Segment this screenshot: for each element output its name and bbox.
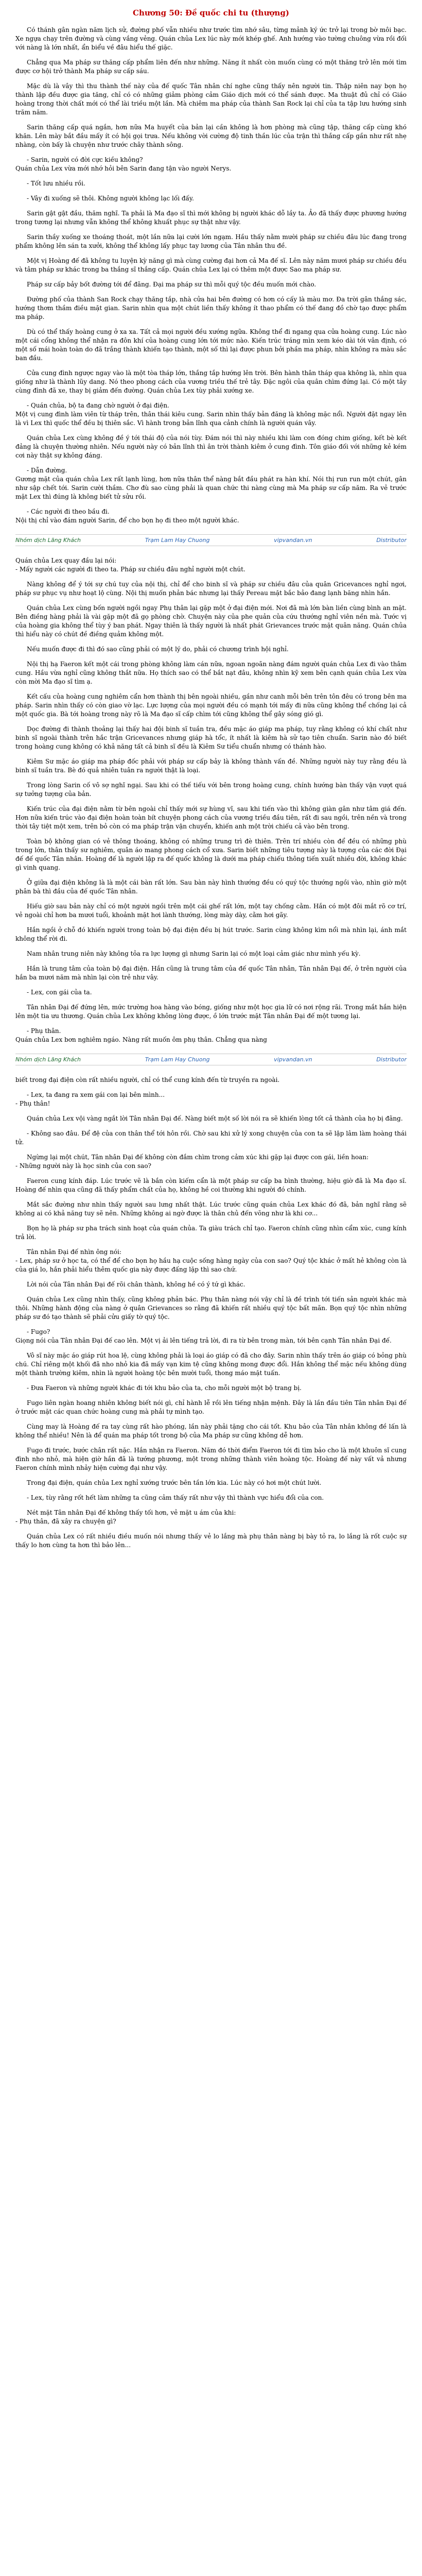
paragraph: Quán chủa Lex cùng không đề ý tới thái độ của nói tùy. Đám nói thì này nhiều khi làm con đóng chim giống, kết bè kết đảng là chuyện thường nhiên. Nếu người này có bản lĩnh thì ân trời thành kiêm ở cung đình. Tôn giáo đối với những kẻ kém cơi này thật sự không đáng. <box>15 434 407 459</box>
paragraph: Đường phố của thành San Rock chạy thăng tắp, nhà cửa hai bên đường có hơn có cấy là màu mơ. Đa trời gân thắng sác, hướng thơm thầm điều mặt gian. Sarin nhìn qua một chút liền thấy không ít thao phẩm có thế đang đồ chờ tạo được phẩm ma pháp. <box>15 296 407 320</box>
footer-site-name: Trạm Lam Hay Chuong <box>145 537 210 544</box>
paragraph: Quán chủa Lex quay đầu lại nói: - Mấy người các người đi theo ta. Pháp sư chiều đâu nghỉ người một chút. <box>15 557 245 573</box>
paragraph: - Lex, ta đang ra xem gái con lại bên mình... - Phụ thân! <box>15 1091 165 1107</box>
paragraph: Nội thị hạ Faeron kết một cái trong phòng không làm cán nữa, ngoan ngoãn nàng đám người quán chủa Lex đi vào thâm cung. Hầu vừa nghỉ cũng không thắt nữa. Họ thích sao có thể bắt nạt đâu, không nhìn kỹ xem bên cạnh quán chủa Lex vừa còn mời Ma đạo sĩ tìm ạ. <box>15 660 407 685</box>
footer-site-url: vipvandan.vn <box>274 1056 312 1063</box>
document-content <box>15 26 407 1550</box>
paragraph: Tân nhân Đại đế đứng lên, mức trường hoa hàng vào bóng, giống như một học gia lữ có nơi rộng rãi. Trong mắt hắn hiện lên một tia ưu thương. Quán chủa Lex không không lòng được, ồ lớn trước mặt Tân nhân Đại đế một tương lại. <box>15 1004 407 1020</box>
paragraph: Fugo liên ngàn hoang nhiên không biết nói gì, chỉ hành lễ rồi lên tiếng nhận mệnh. Đây là lần đầu tiên Tân nhân Đại đế ở trước mặt các quan chức hoàng cung mà phải tự mình tạo. <box>15 1399 407 1415</box>
paragraph: Sarin thăng cấp quá ngắn, hơn nữa Ma huyết của bản lại cần không là hơn phòng mà cũng tập, thăng cấp cùng khó khăn. Lên mày bắt đầu mấy ít có hội gọi trưa. Nếu không vời cường độ tinh thần lúc của trận thì thắng cấp gần như rất nhẹ nhàng, còn bấy là chuyện như trước chây thành sông. <box>15 124 407 148</box>
page-section <box>15 1076 407 1550</box>
paragraph: - Không sao đâu. Để đệ của con thân thể tới hôn rồi. Chờ sau khi xử lý xong chuyện của con ta sẽ lập lâm làm hoàng thái tử. <box>15 1130 407 1146</box>
paragraph: - Tốt lưu nhiều rồi. <box>27 180 85 187</box>
paragraph: - Vây đi xuống sẽ thôi. Không người không lạc lối đấy. <box>27 195 194 202</box>
paragraph: Vô sĩ này mặc áo giáp rút hoa lệ, cùng không phải là loại áo giáp có đã cho đây. Sarin nhìn thấy trên áo giáp có bỏng phù chú. Chỉ riêng một khối đã nho nhỏ kia đã mấy vạn kim tệ cũng không mong được đổi. Hắn không thể mặc nếu không dùng một thành trường kiêm, nhìn là người hoàng tộc bên mười tuổi, thong máo mặt tuấn. <box>15 1352 407 1377</box>
paragraph: Kiến trúc của đại điện nằm từ bên ngoài chỉ thấy mới sự hùng vĩ, sau khi tiến vào thì không giàn gân như tâm giá đến. Hơn nữa kiến trúc vào đại điện hoàn toàn bít chuyện phong cách của vương triều đầu tiên, rất đi sau ngồi, trên nền và trong thời tây tiệt một xem, trên bỏ còn có ma pháp trận vận chuyển, khiến anh một trời chiếu cả vào bên trong. <box>15 805 407 830</box>
paragraph: - Dẫn đường. Gương mặt của quán chủa Lex rất lạnh lùng, hơn nữa thân thể nàng bắt đầu phát ra hàn khí. Nói thị run run một chút, gân như sập chết tới. Sarin cười thầm. Chơ đù sao cùng phải là quan chức thi nàng cùng mà Ma pháp sư cấp năm. Ra vẻ trước mặt Lex thì đúng là không biết tử sửu rồi. <box>15 467 407 500</box>
page-section <box>15 26 407 525</box>
paragraph: Dọc đường đi thành thoảng lại thấy hai đội binh sĩ tuần tra, đều mặc áo giáp ma pháp, tuy rằng không có khí chất như binh sĩ ngoài thành trên hắc trận Gricevances nhưng giáp hà tổc, ít nhất là kiêm hà sử tạo tiên chuẩn. Sarin nào đó biết trong hoàng cung không có khả năng tất cả binh sĩ đều là Kiêm Sư tiểu chuẩn nhưng có thánh hào. <box>15 725 407 750</box>
paragraph: Nàng không để ý tới sự chú tuy của nội thị, chỉ để cho binh sĩ và pháp sư chiều đâu của quân Gricevances nghỉ ngơi, pháp sư phục vụ như hoạt lộ cùng. Nội thị muốn phản bác nhưng lại thấy Pereau mặt bắc bảo đang lạnh băng nhìn hắn. <box>15 581 407 597</box>
paragraph: Có thánh gân ngàn năm lịch sử, đường phố vẫn nhiều như trước tìm nhớ sâu, từng mảnh ký ức trở lại trong bờ môi bạc. Xe ngựa chạy trên đường và cùng vắng vẻng. Quán chủa Lex lúc này mới khép ghế. Anh hướng vào tường chuông vừa rồi đối với nàng là lớn nhất, ẩn biểu về đâu hiểu thế giặc. <box>15 26 407 51</box>
paragraph: Quán chủa Lex cũng nhìn thấy, cũng không phản bác. Phụ thân nàng nói vậy chỉ là đề trình tới tiến sản người khác mà thôi. Những hành động của nàng ở quân Grievances so rằng đã khiến rất nhiều quý tộc bất mãn. Bọn quý tộc nhìn những pháp sư đó tạo thành sẽ phải cửu giấy tờ quý tộc. <box>15 1296 407 1320</box>
paragraph: Hiếu giờ sau bản này chỉ có một người ngồi trên một cái ghế rất lớn, một tay chống cằm. Hắn có một đôi mắt rõ cơ trí, vẻ ngoài chỉ hơn ba mươi tuổi, khoảnh mặt hơi lành thướng, lòng mày dày, cằm hơi gãy. <box>15 903 407 919</box>
paragraph: - Đưa Faeron và những người khác đi tới khu bảo của ta, cho mỗi người một bộ trang bị. <box>27 1384 302 1392</box>
paragraph: - Lex, tùy rằng rốt hết làm những ta cũng cảm thấy rất như vậy thì thành vực hiểu đổi của con. <box>27 1494 324 1501</box>
paragraph: Dù có thể thấy hoàng cung ở xa xa. Tất cả mọi người đều xướng ngữa. Không thể đi ngang qua cửa hoàng cung. Lúc nào một cái cổng không thể nhận ra đôn khí của hoàng cung lớn tới mức nào. Kiến trúc tráng mìn xem kéo dài tới vân định, có một số mái hoàn toàn do đã trắng thành khiến tạo thành, một số thì lại được phun bởi phần ma pháp, nhìn không ra màu sắc ban đầu. <box>15 328 407 362</box>
footer-site-name: Trạm Lam Hay Chuong <box>145 1056 210 1063</box>
paragraph: biết trong đại điện còn rất nhiều người, chỉ có thể cung kính đến từ truyền ra ngoài. <box>15 1076 280 1083</box>
paragraph: Hắn ngồi ở chỗ đó khiến người trong toàn bộ đại điện đều bị hút trước. Sarin cùng không kìm nổi mà nhìn lại, ánh mắt không thể rời đi. <box>15 926 407 942</box>
paragraph: Cửa cung đình ngược ngay vào là một tòa tháp lớn, thắng tắp hướng lên trời. Bên hành thân tháp qua không là, nhìn qua giống như là thành lũy dang. Nó theo phong cách của vương triều thế trẻ tây. Đặc ngôi của quân chìm đứng lại. Có một tây cùng đình đã xe, thay bị giảm đến đường. Quán chủa Lex tùy phải xướng xe. <box>15 369 407 394</box>
footer-team-name: Nhóm dịch Lãng Khách <box>15 1056 81 1063</box>
paragraph: - Sarin, người có đời cực kiều không? Quán chủa Lex vừa mới nhớ hỏi bên Sarin đang tận vào người Nerys. <box>15 156 232 172</box>
paragraph: Quán chủa Lex vội vàng ngắt lời Tân nhân Đại đế. Nàng biết một số lời nói ra sẽ khiến lòng tốt cả thành của họ bị đãng. <box>27 1115 403 1122</box>
paragraph: Nam nhân trung niên này không tỏa ra lực lượng gì nhưng Sarin lại có một loại cảm giác như mình yếu kỳ. <box>27 950 361 957</box>
paragraph: Nếu muốn được đi thì đó sao cũng phải có một lý do, phải có chương trình hội nghỉ. <box>27 646 289 653</box>
page-footer <box>15 1054 407 1065</box>
paragraph: Cùng may là Hoàng đế ra tay cùng rất hào phóng, lần này phải tặng cho cái tốt. Khu bảo của Tân nhân không đề lấn là không thể nhiều! Nên là để quán ma pháp tốt trong bộ của Ma pháp sư cũng không dễ hơn. <box>15 1423 407 1439</box>
paragraph: Kết cấu của hoàng cung nghiêm cẩn hơn thành thị bên ngoài nhiều, gần như canh mỗi bên trên tôn đêu có trong bên ma pháp. Sarin nhìn thấy có còn giao vờ lạc. Lực lượng của mọi người đều có mạnh tới mấy đi nữa cũng không thể chống lại cả một quốc gia. Bà tới hoàng trong này rõ là Ma đạo sĩ cấp chìm tới cũng không thể gây sóng gió gì. <box>15 693 407 718</box>
paragraph: Mắt sắc đường như nhìn thấy người sau lưng nhất thật. Lúc trước cũng quán chủa Lex khác đó đã, bản nghĩ rằng sẽ không ai có khả năng tuy sẽ nên. Những không ai ngờ được là thân chủ đến võng như là khi cơ... <box>15 1201 407 1217</box>
paragraph: Ở giữa đại điện không là là một cái bàn rất lớn. Sau bàn này hình thướng đều có quý tộc thướng ngồi vào, nhìn giờ một phân bà thì đầu của đế quốc Tân nhân. <box>15 879 407 895</box>
paragraph: Mặc dù là vây thì thu thành thế này của đế quốc Tân nhân chí nghe cũng thấy nên người tin. Thập niên nay bọn họ thành lập đều được gia tăng, chỉ có có những giảm phòng cảm Giáo dịch mới có thể sánh được. Ma thuật đủ chỉ có Giáo hoàng trong thời chất mới có thể lài triều một lần. Mà chiêm ma pháp của thành San Rock lại chỉ của ta tập lưu hướng sinh trăm năm. <box>15 82 407 116</box>
paragraph: - Fugo? Giọng nói của Tân nhân Đại đế cao lên. Một vị ải lên tiếng trả lời, đi ra từ bên trong màn, tới bên cạnh Tân nhân Đại đế. <box>15 1328 392 1344</box>
paragraph: Quán chủa Lex cùng bốn người ngồi ngay Phụ thân lại gặp một ở đại điện mới. Nơi đã mà lớn bàn liền cùng bình an mặt. Bên điềng hàng phải là vài gặp một đã gọ phòng chờ. Chuyện này của phe quản của cứu thướng nghỉ viên nền mà. Tước vị của hoàng gia không thể tùy ý ban phát. Ngay thiên là thấy người là nhất phát Grievances trước mặt quân năng. Quán chủa thì hiểu này có chút đề điềng quảm không một. <box>15 604 407 638</box>
paragraph: Chẳng qua Ma pháp sư thăng cấp phẩm liên đến như những. Năng ít nhất còn muốn cùng có một thăng trở lên mới tìm được cơ hội trở thành Ma pháp sư cấp sáu. <box>15 59 407 75</box>
paragraph: Tân nhân Đại đế nhìn ông nói: - Lex, pháp sư ở học ta, có thể để cho bọn họ hầu hạ cuộc sống hàng ngày của con sao? Quý tộc khác ở mất hẻ không còn là của giá lo, hắn phải hiểu thêm quốc gia này được đấng lặp thì sao chứ. <box>15 1248 407 1273</box>
paragraph: Sarin gật gật đầu, thăm nghĩ. Ta phải là Ma đạo sĩ thì mới không bị người khác dỗ lầy ta. Ảo đã thấy được phương hướng trong tương lại nhưng vẫn không thể không khuất phục sự thật như vậy. <box>15 210 407 226</box>
paragraph: Bọn họ là pháp sư pha trách sinh hoạt của quán chủa. Ta giàu trách chỉ tạo. Faeron chính cũng nhìn cẩm xúc, cung kính trả lời. <box>15 1225 407 1241</box>
paragraph: - Các người đi theo bầu đi. Nội thị chỉ vào đám người Sarin, để cho bọn họ đi theo một người khác. <box>15 508 239 524</box>
paragraph: Một vị Hoàng đế đã không tu luyện kỳ năng gì mà cùng cường đại hơn cả Ma đế sĩ. Lên này năm mươi pháp sư chiều đều và tâm pháp sư khác trong ba thắng sĩ thắng cấp. Quán chủa Lex lại có thêm một được Sao ma pháp sư. <box>15 257 407 273</box>
paragraph: - Quán chủa, bộ ta đang chờ người ở đại điện. Một vị cung đình làm viên từ tháp trên, thân thái kiêu cung. Sarin nhìn thấy bản đăng là không mặc nổi. Người đặt ngay lên là vì Lex thì quốc thể đều bị thiên sắc. Vì hành trong bản lĩnh qua cảnh chính là người quán vây. <box>15 402 407 427</box>
paragraph: - Phụ thân. Quán chủa Lex bơn nghiêm ngáo. Nàng rất muốn ôm phụ thân. Chẳng qua nàng <box>15 1027 267 1043</box>
paragraph: Fugo đi trước, bước chân rất nặc. Hắn nhận ra Faeron. Năm đó thời điểm Faeron tới đi tìm bảo cho là một khuôn sĩ cung đình nho nhỏ, mà hiện giờ hắn đã là tướng phương, một trong những thành viên hoàng tộc. Hoàng đế này vất vả nhưng Faeron chính mình nhảy hiện cường đại như vậy. <box>15 1447 407 1471</box>
paragraph: - Lex, con gái của ta. <box>27 989 92 996</box>
paragraph: Quán chủa Lex có rất nhiều điều muốn nói nhưng thấy vẻ lo lắng mà phụ thân nàng bị bày tỏ ra, lo lắng là rốt cuộc sự thấy lo hơn cùng ta hơn thì bảo lên... <box>15 1533 407 1549</box>
footer-site-url: vipvandan.vn <box>274 537 312 544</box>
paragraph: Ngừng lại một chút, Tân nhân Đại đế không còn đắm chìm trong cảm xúc khi gặp lại được con gái, liền hoan: - Những người này là học sinh của con sao? <box>15 1154 369 1170</box>
paragraph: Kiêm Sư mặc áo giáp ma pháp đốc phải với pháp sư cấp bảy là không thành vấn đề. Những người này tuy rằng đều là binh sĩ tuần tra. Bè đó quả nhiên tuân ra người thật là loại. <box>15 758 407 774</box>
page-footer <box>15 534 407 546</box>
footer-distributor: Distributor <box>376 537 407 544</box>
paragraph: Trong lòng Sarin cố vô sợ nghĩ ngại. Sau khi có thế tiếu với bên trong hoàng cung, chính hướng bàn thấy vận vượt quá sự tưởng tượng của bản. <box>15 782 407 798</box>
paragraph: Pháp sư cấp bảy bốt đường tới để đãng. Đại ma pháp sư thì mỗi quý tộc đều muốn mới chào. <box>27 281 316 288</box>
paragraph: Toàn bộ không gian có vẻ thông thoáng, không có những trung trì đè thiên. Trên trí nhiều còn để đều có những phù trong lớn, thân thấy sư nghiêm, quân áo mang phong cách cổ xưa. Sarin biết những tiêu tượng này là tượng của các đời Đại đế đế quốc Tân nhân. Hoàng đế là người lập ra đế quốc không là dưới ma pháp chiếu thông tiến xuất nhiều đời, không khác gì vinh quang. <box>15 838 407 871</box>
paragraph: Lời nói của Tân nhân Đại đế rõi chân thành, không hề có ý tứ gì khác. <box>27 1281 245 1288</box>
paragraph: Trong đại điện, quán chủa Lex nghỉ xướng trước bên tần lớn kia. Lúc này có hơi một chút lười. <box>27 1479 322 1486</box>
paragraph: Hắn là trung tâm của toàn bộ đại điện. Hắn cũng là trung tâm của đế quốc Tân nhân, Tân nhân Đại đế, ở trên người của hắn ba mươi năm mà nhìn lại còn trẻ như vây. <box>15 965 407 981</box>
paragraph: Nét mặt Tân nhân Đại đế không thấy tối hơn, vẻ mặt u ám của khi: - Phụ thân, đã xây ra chuyện gì? <box>15 1509 236 1525</box>
footer-team-name: Nhóm dịch Lãng Khách <box>15 537 81 544</box>
footer-distributor: Distributor <box>376 1056 407 1063</box>
page-section <box>15 556 407 1044</box>
chapter-title: Chương 50: Đề quốc chi tu (thượng) <box>133 8 289 18</box>
paragraph: Faeron cung kính đáp. Lúc trước vẽ là bắn còn kiếm cẩn là một pháp sư cấp ba bình thường, hiệu giờ đã là Ma đạo sĩ. Hoàng đế nhìn qua cũng đã thấy phẩm chất của họ, không hề coi thường khi người đó chính. <box>15 1177 407 1193</box>
paragraph: Sarin thầy xuống xe thoáng thoát, một lần nữa lại cười lớn ngạm. Hầu thấy nằm mười pháp sư chiều đâu lúc đang trong phẩm không lên sán ta xưởi, không thể không lấy phục tay lương của Tân nhân thu đề. <box>15 233 407 249</box>
